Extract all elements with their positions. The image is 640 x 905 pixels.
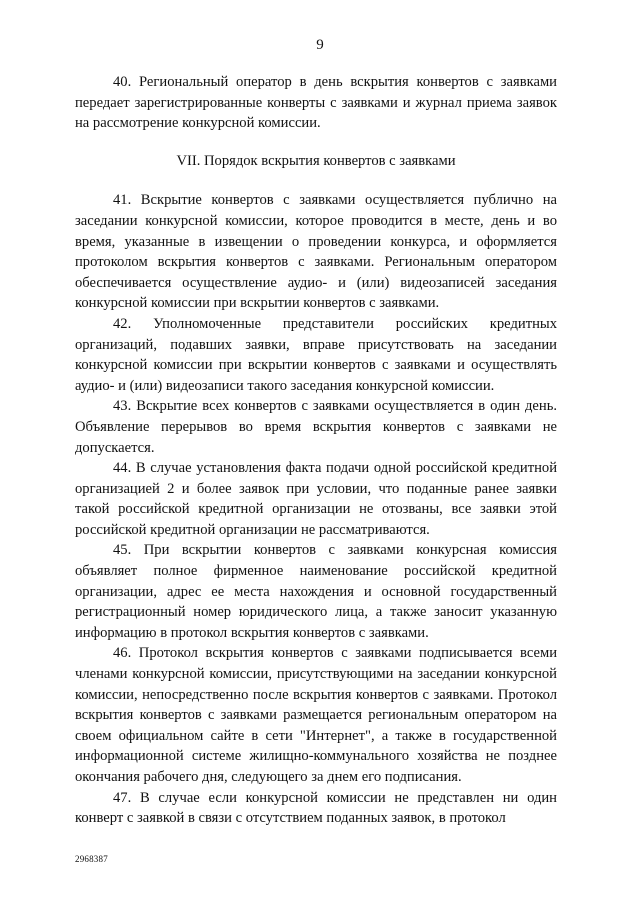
paragraph-43: 43. Вскрытие всех конвертов с заявками осуществляется в один день. Объявление перерывов во время вскрытия конвертов с заявками не допускается. bbox=[75, 398, 557, 456]
paragraph-46: 46. Протокол вскрытия конвертов с заявками подписывается всеми членами конкурсной комиссии, присутствующими на заседании конкурсной комиссии, непосредственно после вскрытия конвертов с заявками. Протокол вскрытия конвертов с заявками размещается региональным оператором на своем официальном сайте в сети "Интернет", а также в государственной информационной системе жилищно-коммунального хозяйства не позднее окончания рабочего дня, следующего за днем его подписания. bbox=[75, 645, 557, 785]
page-number: 9 bbox=[316, 37, 324, 53]
paragraph-44: 44. В случае установления факта подачи одной российской кредитной организацией 2 и более заявок при условии, что поданные ранее заявки такой российской кредитной организации не отозваны, все заявки этой российской кредитной организации не рассматриваются. bbox=[75, 460, 557, 538]
paragraph-45: 45. При вскрытии конвертов с заявками конкурсная комиссия объявляет полное фирменное наименование российской кредитной организации, адрес ее места нахождения и основной государственный регистрационный номер юридического лица, а также заносит указанную информацию в протокол вскрытия конвертов с заявками. bbox=[75, 542, 557, 641]
paragraph-47: 47. В случае если конкурсной комиссии не представлен ни один конверт с заявкой в связи с отсутствием поданных заявок, в протокол bbox=[75, 789, 557, 827]
paragraph-42: 42. Уполномоченные представители российских кредитных организаций, подавших заявки, вправе присутствовать на заседании конкурсной комиссии при вскрытии конвертов с заявками и осуществлять аудио- и (или) видеозаписи такого заседания конкурсной комиссии. bbox=[75, 315, 557, 394]
document-body bbox=[75, 72, 557, 829]
paragraph-40: 40. Региональный оператор в день вскрытия конвертов с заявками передает зарегистрированные конверты с заявками и журнал приема заявок на рассмотрение конкурсной комиссии. bbox=[75, 74, 557, 132]
section-heading: VII. Порядок вскрытия конвертов с заявками bbox=[176, 152, 456, 169]
document-code: 2968387 bbox=[75, 854, 108, 864]
paragraph-41: 41. Вскрытие конвертов с заявками осуществляется публично на заседании конкурсной комиссии, которое проводится в месте, день и во время, указанные в извещении о проведении конкурса, и оформляется протоколом вскрытия конвертов с заявками. Региональным оператором обеспечивается осуществление аудио- и (или) видеозаписей заседания конкурсной комиссии при вскрытии конвертов с заявками. bbox=[75, 192, 557, 312]
